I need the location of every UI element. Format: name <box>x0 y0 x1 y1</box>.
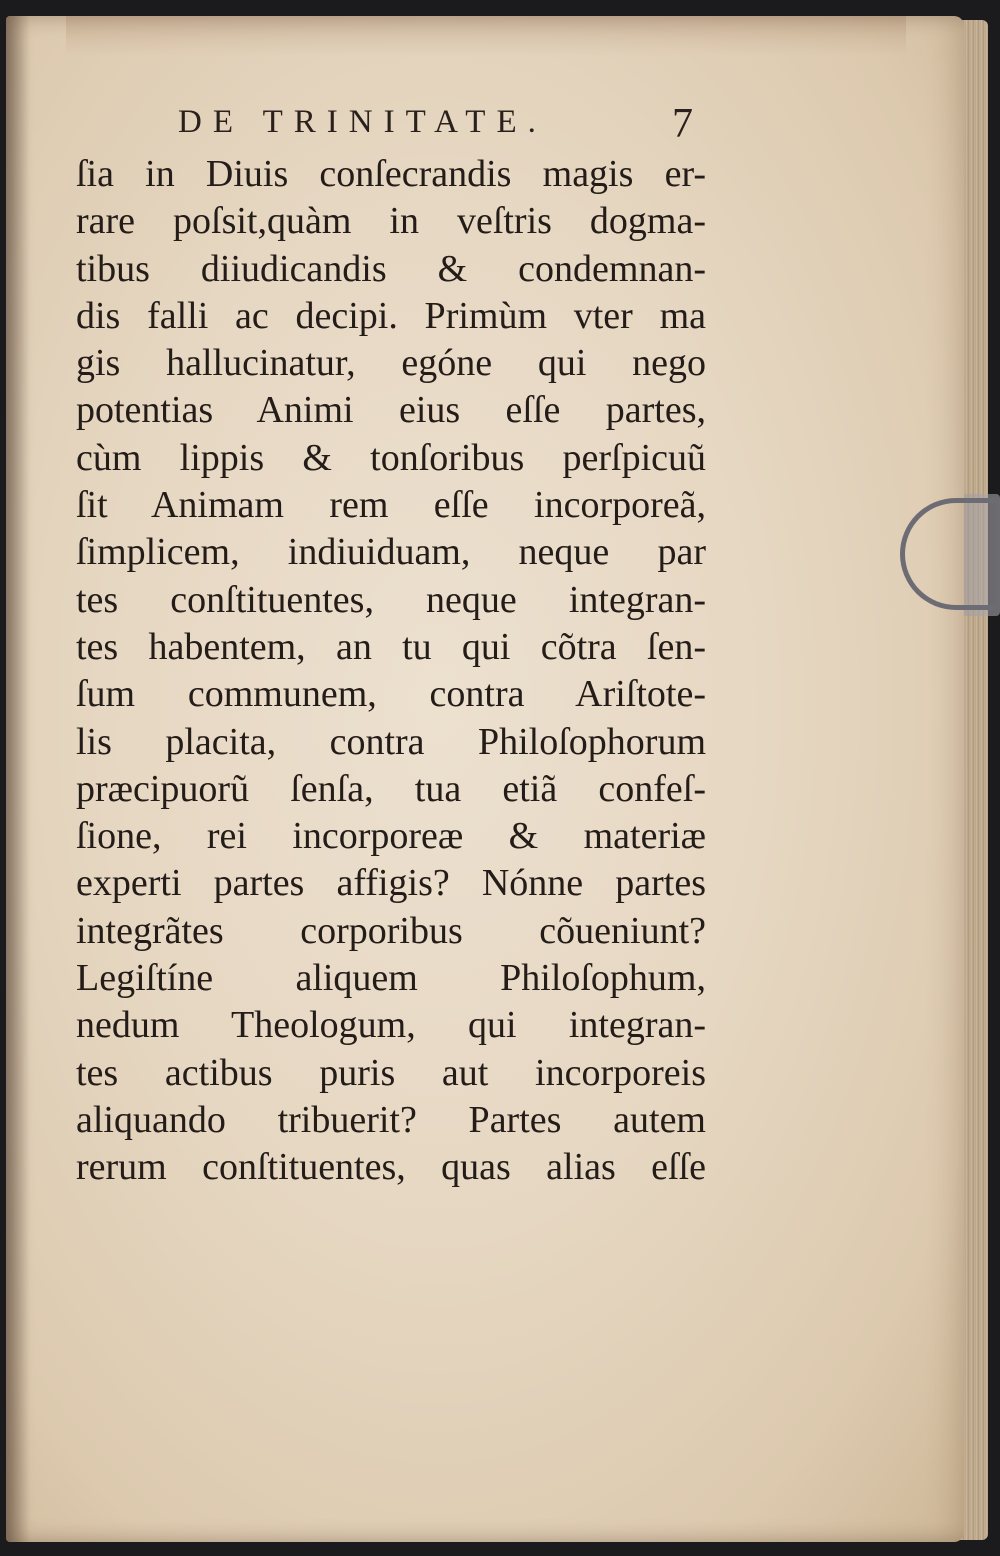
text-line: tibus diiudicandis & condemnan- <box>76 247 706 290</box>
text-line: tes habentem, an tu qui cõtra ſen- <box>76 625 706 668</box>
text-line: ſia in Diuis conſecrandis magis er- <box>76 153 706 195</box>
page-stain <box>66 16 906 56</box>
text-line: nedum Theologum, qui integran- <box>76 1004 706 1047</box>
body-text <box>76 151 736 1192</box>
page-header <box>178 101 718 154</box>
text-line: dis falli ac decipi. Primùm vter ma <box>76 294 706 337</box>
text-line: potentias Animi eius eſſe partes, <box>76 389 706 432</box>
text-line: experti partes affigis? Nónne partes <box>76 862 706 905</box>
text-line: lis placita, contra Philoſophorum <box>76 720 706 763</box>
text-line: ſione, rei incorporeæ & materiæ <box>76 815 706 858</box>
text-line: rare poſsit,quàm in veſtris dogma- <box>76 200 706 243</box>
text-line: præcipuorũ ſenſa, tua etiã confeſ- <box>76 767 706 810</box>
text-line: ſimplicem, indiuiduam, neque par <box>76 531 706 574</box>
text-line: ſit Animam rem eſſe incorporeã, <box>76 484 706 527</box>
page-number: 7 <box>672 101 693 147</box>
text-line: Legiſtíne aliquem Philoſophum, <box>76 957 706 1000</box>
text-line: rerum conſtituentes, quas alias eſſe <box>76 1146 706 1189</box>
gutter-shadow <box>6 16 30 1542</box>
text-line: tes actibus puris aut incorporeis <box>76 1051 706 1094</box>
running-title: DE TRINITATE. <box>178 104 547 140</box>
text-line: gis hallucinatur, egóne qui nego <box>76 342 706 385</box>
text-line: ſum communem, contra Ariſtote- <box>76 673 706 716</box>
text-line: integrãtes corporibus cõueniunt? <box>76 909 706 952</box>
text-line: cùm lippis & tonſoribus perſpicuũ <box>76 436 706 479</box>
text-line: aliquando tribuerit? Partes autem <box>76 1098 706 1141</box>
text-line: tes conſtituentes, neque integran- <box>76 578 706 621</box>
